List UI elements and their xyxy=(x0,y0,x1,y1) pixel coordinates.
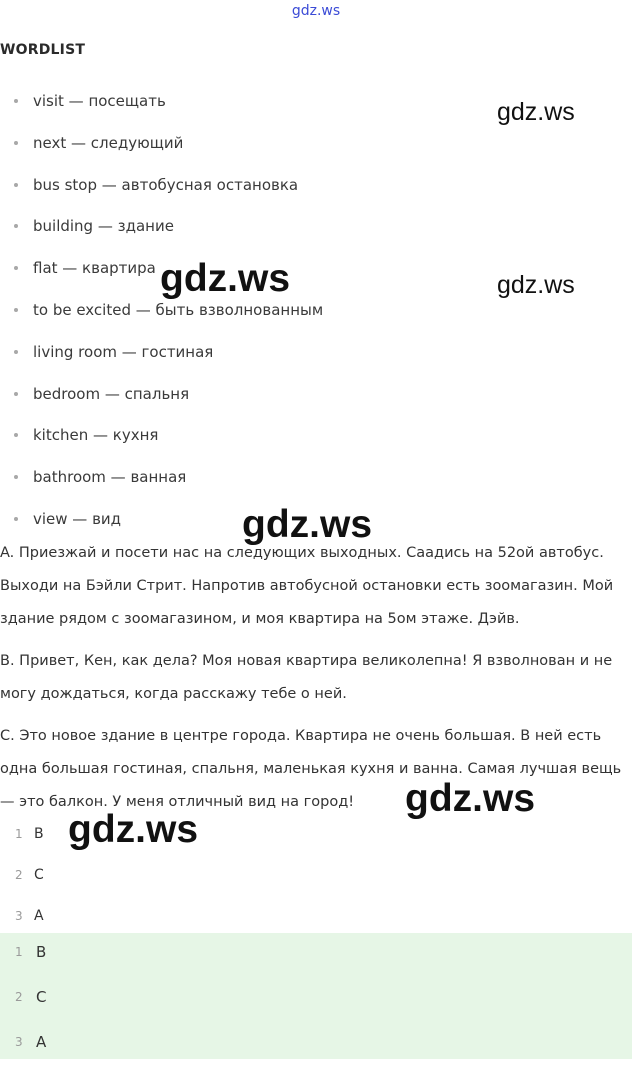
bullet-icon xyxy=(14,433,18,437)
list-item xyxy=(0,422,323,464)
wordlist-entry: next — следующий xyxy=(33,133,184,152)
watermark: gdz.ws xyxy=(405,777,536,820)
paragraph-c: C. Это новое здание в центре города. Квартира не очень большая. В ней есть одна большая гостиная, спальня, маленькая кухня и ванна. Самая лучшая вещь — это балкон. У меня отличный вид на город! xyxy=(0,728,622,810)
wordlist-entry: to be excited — быть взволнованным xyxy=(33,300,324,319)
wordlist xyxy=(0,88,323,548)
wordlist-entry: living room — гостиная xyxy=(33,342,214,361)
list-item xyxy=(0,213,323,255)
watermark: gdz.ws xyxy=(68,808,199,851)
answer-row xyxy=(0,933,632,978)
answer-row xyxy=(0,855,632,896)
list-item xyxy=(0,464,323,506)
bullet-icon xyxy=(14,141,18,145)
answer-number: 1 xyxy=(15,827,23,841)
wordlist-entry: building — здание xyxy=(33,217,174,236)
answer-list-highlighted xyxy=(0,933,632,1059)
paragraph-b: B. Привет, Кен, как дела? Моя новая квартира великолепна! Я взволнован и не могу дождаться, когда расскажу тебе о ней. xyxy=(0,653,613,702)
bullet-icon xyxy=(14,517,18,521)
list-item xyxy=(0,339,323,381)
answer-number: 2 xyxy=(15,868,23,882)
wordlist-entry: kitchen — кухня xyxy=(33,426,159,445)
answer-number: 2 xyxy=(15,990,23,1004)
list-item xyxy=(0,88,323,130)
answer-row xyxy=(0,896,632,937)
watermark: gdz.ws xyxy=(497,98,575,126)
watermark: gdz.ws xyxy=(497,271,575,299)
watermark: gdz.ws xyxy=(160,257,291,300)
wordlist-entry: bathroom — ванная xyxy=(33,468,187,487)
wordlist-entry: view — вид xyxy=(33,509,122,528)
list-item xyxy=(0,130,323,172)
wordlist-entry: flat — квартира xyxy=(33,259,156,278)
answer-number: 1 xyxy=(15,945,23,959)
top-watermark: gdz.ws xyxy=(291,3,341,19)
answer-value: A xyxy=(34,908,44,924)
bullet-icon xyxy=(14,183,18,187)
list-item xyxy=(0,381,323,423)
bullet-icon xyxy=(14,224,18,228)
bullet-icon xyxy=(14,308,18,312)
wordlist-entry: bedroom — спальня xyxy=(33,384,190,403)
answer-value: A xyxy=(36,1033,47,1051)
answer-value: B xyxy=(36,943,47,961)
wordlist-heading: WORDLIST xyxy=(0,42,86,58)
bullet-icon xyxy=(14,392,18,396)
bullet-icon xyxy=(14,99,18,103)
list-item xyxy=(0,297,323,339)
list-item xyxy=(0,172,323,214)
bullet-icon xyxy=(14,475,18,479)
answer-value: B xyxy=(34,826,44,842)
answer-value: C xyxy=(34,867,44,883)
answer-row xyxy=(0,978,632,1023)
watermark: gdz.ws xyxy=(242,503,373,546)
answer-row xyxy=(0,1023,632,1068)
answer-number: 3 xyxy=(15,909,23,923)
answer-number: 3 xyxy=(15,1035,23,1049)
wordlist-entry: visit — посещать xyxy=(33,92,166,110)
paragraph-a: A. Приезжай и посети нас на следующих выходных. Саадись на 52ой автобус. Выходи на Бэйли Стрит. Напротив автобусной остановки есть зоомагазин. Мой здание рядом с зоомагазином, и моя квартира на 5ом этаже. Дэйв. xyxy=(0,545,614,627)
bullet-icon xyxy=(14,350,18,354)
bullet-icon xyxy=(14,266,18,270)
translation-text xyxy=(0,537,632,828)
answer-value: C xyxy=(36,988,47,1006)
wordlist-entry: bus stop — автобусная остановка xyxy=(33,175,299,194)
